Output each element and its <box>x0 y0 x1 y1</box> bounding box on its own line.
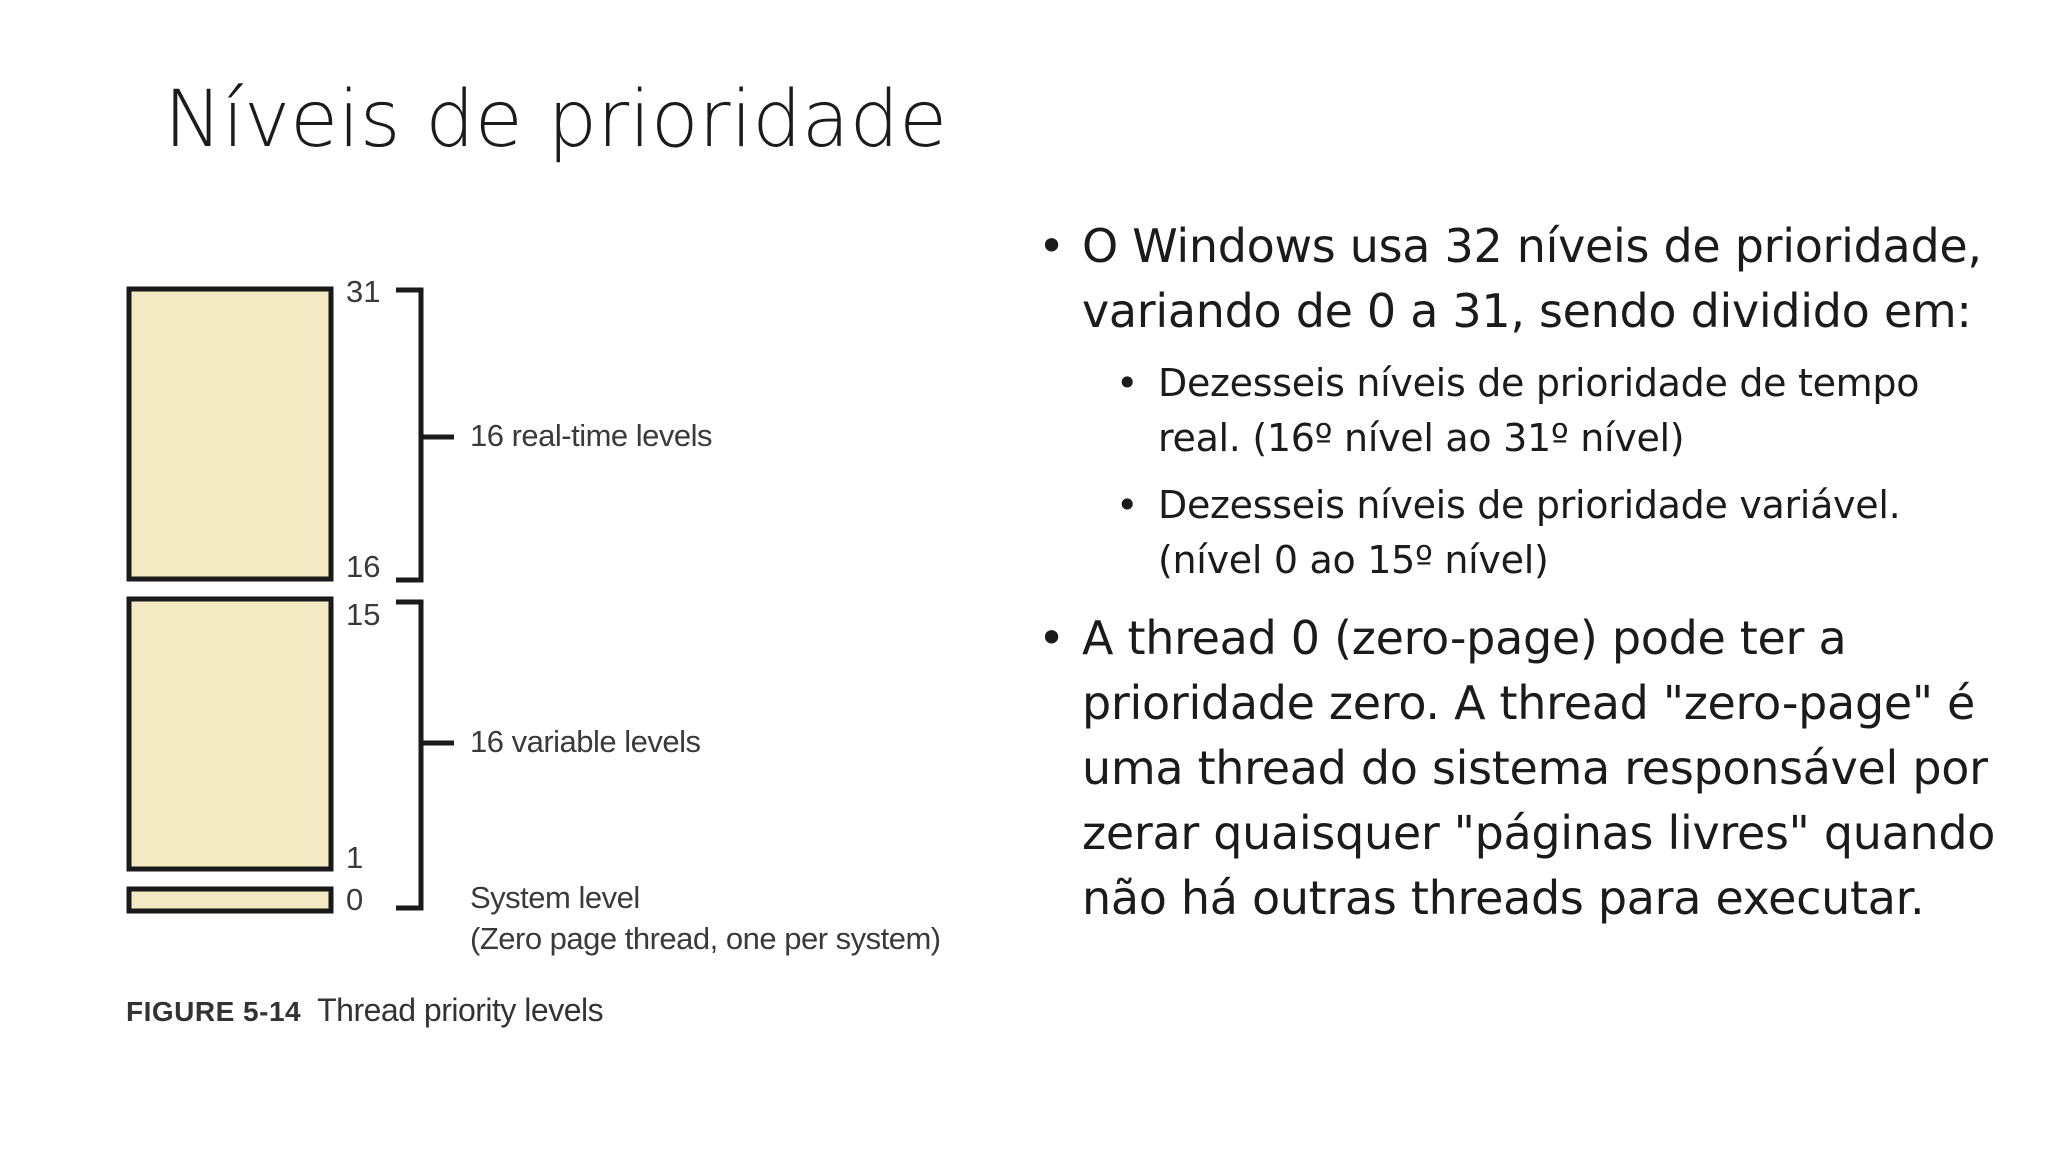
variable-levels-block <box>129 599 331 869</box>
variable-bracket <box>396 602 421 908</box>
bullet-list <box>1038 214 1998 931</box>
figure-caption-number: FIGURE 5-14 <box>126 996 302 1027</box>
bullet-marker: • <box>1038 611 1065 665</box>
sub-bullet-marker: • <box>1116 483 1139 527</box>
tick-label-1: 1 <box>346 840 364 875</box>
system-level-block <box>129 889 331 911</box>
bullet-item <box>1038 606 1998 931</box>
figure-caption <box>126 992 603 1029</box>
sub-bullet-text: Dezesseis níveis de prioridade de tempo real. (16º nível ao 31º nível) <box>1158 361 1920 460</box>
realtime-levels-block <box>129 289 331 579</box>
tick-label-31: 31 <box>346 274 381 309</box>
bullet-text: O Windows usa 32 níveis de prioridade, variando de 0 a 31, sendo dividido em: <box>1082 219 1982 338</box>
sub-bullet-item <box>1116 478 1998 588</box>
realtime-levels-label: 16 real-time levels <box>470 418 713 453</box>
system-level-label: System level <box>470 880 640 915</box>
bullet-item <box>1038 214 1998 344</box>
bullet-marker: • <box>1038 219 1065 273</box>
tick-label-16: 16 <box>346 549 381 584</box>
sub-bullet-item <box>1116 356 1998 466</box>
system-level-sublabel: (Zero page thread, one per system) <box>470 921 941 956</box>
sub-bullet-marker: • <box>1116 361 1139 405</box>
tick-label-15: 15 <box>346 597 381 632</box>
figure-caption-text: Thread priority levels <box>317 992 604 1028</box>
sub-bullet-list <box>1116 356 1998 588</box>
variable-levels-label: 16 variable levels <box>470 724 701 759</box>
slide-title: Níveis de prioridade <box>164 75 948 165</box>
realtime-bracket <box>396 290 421 580</box>
bullet-text: A thread 0 (zero-page) pode ter a prioridade zero. A thread "zero-page" é uma thread do sistema responsável por zerar quaisquer "páginas livres" quando não há outras threads para executar. <box>1082 611 1996 925</box>
tick-label-0: 0 <box>346 882 364 917</box>
sub-bullet-text: Dezesseis níveis de prioridade variável. (nível 0 ao 15º nível) <box>1158 483 1901 582</box>
